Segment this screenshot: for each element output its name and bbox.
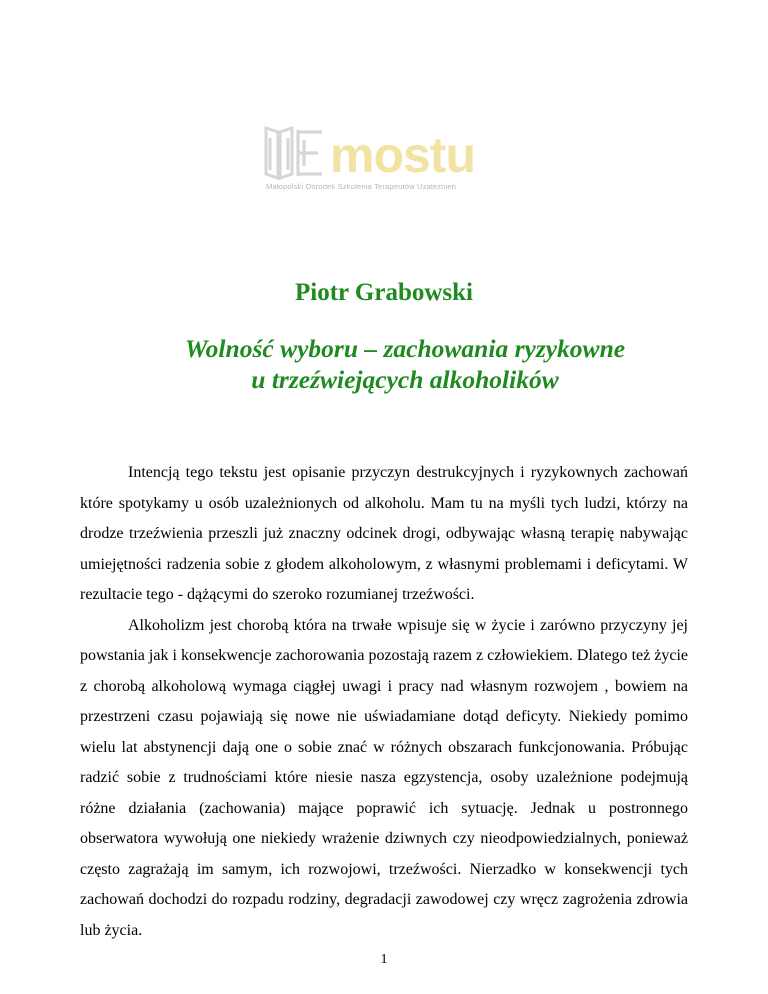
paragraph: Intencją tego tekstu jest opisanie przyczyn destrukcyjnych i ryzykownych zachowań które spotykamy u osób uzależnionych od alkoholu. Mam tu na myśli tych ludzi, którzy na drodze trzeźwienia przeszli już znaczny odcinek drogi, odbywając własną terapię nabywając umiejętności radzenia sobie z głodem alkoholowym, z własnymi problemami i deficytami. W rezultacie tego - dążącymi do szeroko rozumianej trzeźwości. [80,464,688,603]
title-line-2: u trzeźwiejących alkoholików [251,365,559,394]
book-emblem-icon [266,128,292,178]
page-number: 1 [380,952,388,967]
body-text [80,458,688,946]
logo [258,120,514,202]
logo-tagline: Małopolski Ośrodek Szkolenia Terapeutów Uzależnień [266,182,457,191]
logo-wordmark: mostu [330,127,475,182]
paragraph: Alkoholizm jest chorobą która na trwałe wpisuje się w życie i zarówno przyczyny jej powstania jak i konsekwencje zachorowania pozostają razem z człowiekiem. Dlatego też życie z chorobą alkoholową wymaga ciągłej uwagi i pracy nad własnym rozwojem , bowiem na przestrzeni czasu pojawiają się nowe nie uświadamiane dotąd deficyty. Niekiedy pomimo wielu lat abstynencji dają one o sobie znać w różnych obszarach funkcjonowania. Próbując radzić sobie z trudnościami które niesie nasza egzystencja, osoby uzależnione podejmują różne działania (zachowania) mające poprawić ich sytuację. Jednak u postronnego obserwatora wywołują one niekiedy wrażenie dziwnych czy nieodpowiedzialnych, ponieważ często zagrażają im samym, ich rozwojowi, trzeźwości. Nierzadko w konsekwencji tych zachowań dochodzi do rozpadu rodziny, degradacji zawodowej czy wręcz zagrożenia zdrowia lub życia. [80,616,688,939]
document-title [150,333,660,395]
author-name: Piotr Grabowski [294,279,473,306]
letter-e-emblem-icon [298,130,322,176]
title-line-1: Wolność wyboru – zachowania ryzykowne [184,334,626,363]
logo-graphic [258,120,514,182]
